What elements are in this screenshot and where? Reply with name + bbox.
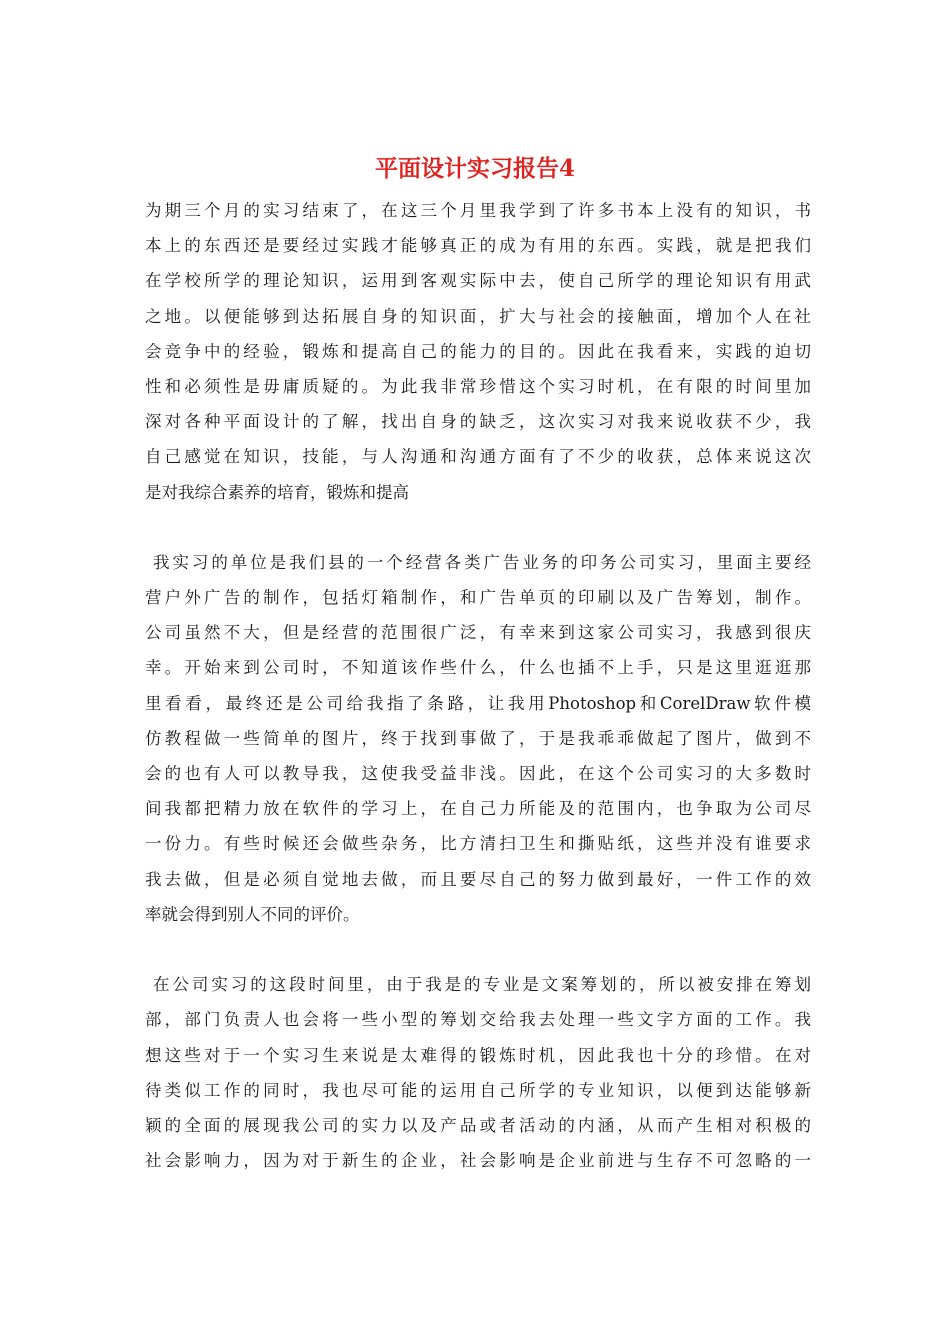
- text-line: 在学校所学的理论知识，运用到客观实际中去，使自己所学的理论知识有用武: [145, 271, 811, 291]
- text-line: 里看看，最终还是公司给我指了条路，让我用Photoshop和CorelDraw软件模: [145, 693, 811, 713]
- text-line: 公司虽然不大，但是经营的范围很广泛，有幸来到这家公司实习，我感到很庆: [145, 623, 811, 643]
- paragraph-2: [145, 545, 811, 932]
- document-title: 平面设计实习报告4: [374, 155, 575, 182]
- text-line: 一份力。有些时候还会做些杂务，比方清扫卫生和撕贴纸，这些并没有谁要求: [145, 834, 811, 854]
- text-line: 社会影响力，因为对于新生的企业，社会影响是企业前进与生存不可忽略的一: [145, 1151, 811, 1171]
- document-body: [145, 193, 811, 1178]
- text-line: 我去做，但是必须自觉地去做，而且要尽自己的努力做到最好，一件工作的效: [145, 869, 811, 889]
- text-line: 深对各种平面设计的了解，找出自身的缺乏，这次实习对我来说收获不少，我: [145, 412, 811, 432]
- text-line: 本上的东西还是要经过实践才能够真正的成为有用的东西。实践，就是把我们: [145, 236, 811, 256]
- text-line: 性和必须性是毋庸质疑的。为此我非常珍惜这个实习时机，在有限的时间里加: [145, 376, 811, 396]
- text-line: 仿教程做一些简单的图片，终于找到事做了，于是我乖乖做起了图片，做到不: [145, 728, 811, 748]
- text-line: 会的也有人可以教导我，这使我受益非浅。因此，在这个公司实习的大多数时: [145, 764, 811, 783]
- text-line: 颖的全面的展现我公司的实力以及产品或者活动的内涵，从而产生相对积极的: [145, 1115, 811, 1135]
- paragraph-spacer: [145, 510, 811, 545]
- text-line: 率就会得到别人不同的评价。: [145, 904, 360, 924]
- text-line: 部，部门负责人也会将一些小型的筹划交给我去处理一些文字方面的工作。我: [145, 1010, 811, 1030]
- text-line: 营户外广告的制作，包括灯箱制作，和广告单页的印刷以及广告筹划，制作。: [145, 588, 811, 608]
- text-line: 间我都把精力放在软件的学习上，在自己力所能及的范围内，也争取为公司尽: [145, 799, 811, 819]
- text-line: 之地。以便能够到达拓展自身的知识面，扩大与社会的接触面，增加个人在社: [145, 306, 811, 326]
- text-line: 在公司实习的这段时间里，由于我是的专业是文案筹划的，所以被安排在筹划: [153, 975, 811, 995]
- text-line: 幸。开始来到公司时，不知道该作些什么，什么也插不上手，只是这里逛逛那: [145, 658, 811, 678]
- text-line: 是对我综合素养的培育，锻炼和提高: [145, 482, 409, 502]
- text-line: 想这些对于一个实习生来说是太难得的锻炼时机，因此我也十分的珍惜。在对: [145, 1045, 811, 1065]
- text-line: 自己感觉在知识，技能，与人沟通和沟通方面有了不少的收获，总体来说这次: [145, 447, 811, 467]
- text-line: 我实习的单位是我们县的一个经营各类广告业务的印务公司实习，里面主要经: [153, 552, 811, 572]
- paragraph-spacer: [145, 932, 811, 967]
- text-line: 待类似工作的同时，我也尽可能的运用自己所学的专业知识，以便到达能够新: [145, 1080, 811, 1100]
- paragraph-3: [145, 967, 811, 1178]
- text-line: 会竞争中的经验，锻炼和提高自己的能力的目的。因此在我看来，实践的迫切: [145, 341, 811, 361]
- paragraph-1: [145, 193, 811, 510]
- text-line: 为期三个月的实习结束了，在这三个月里我学到了许多书本上没有的知识，书: [145, 201, 811, 220]
